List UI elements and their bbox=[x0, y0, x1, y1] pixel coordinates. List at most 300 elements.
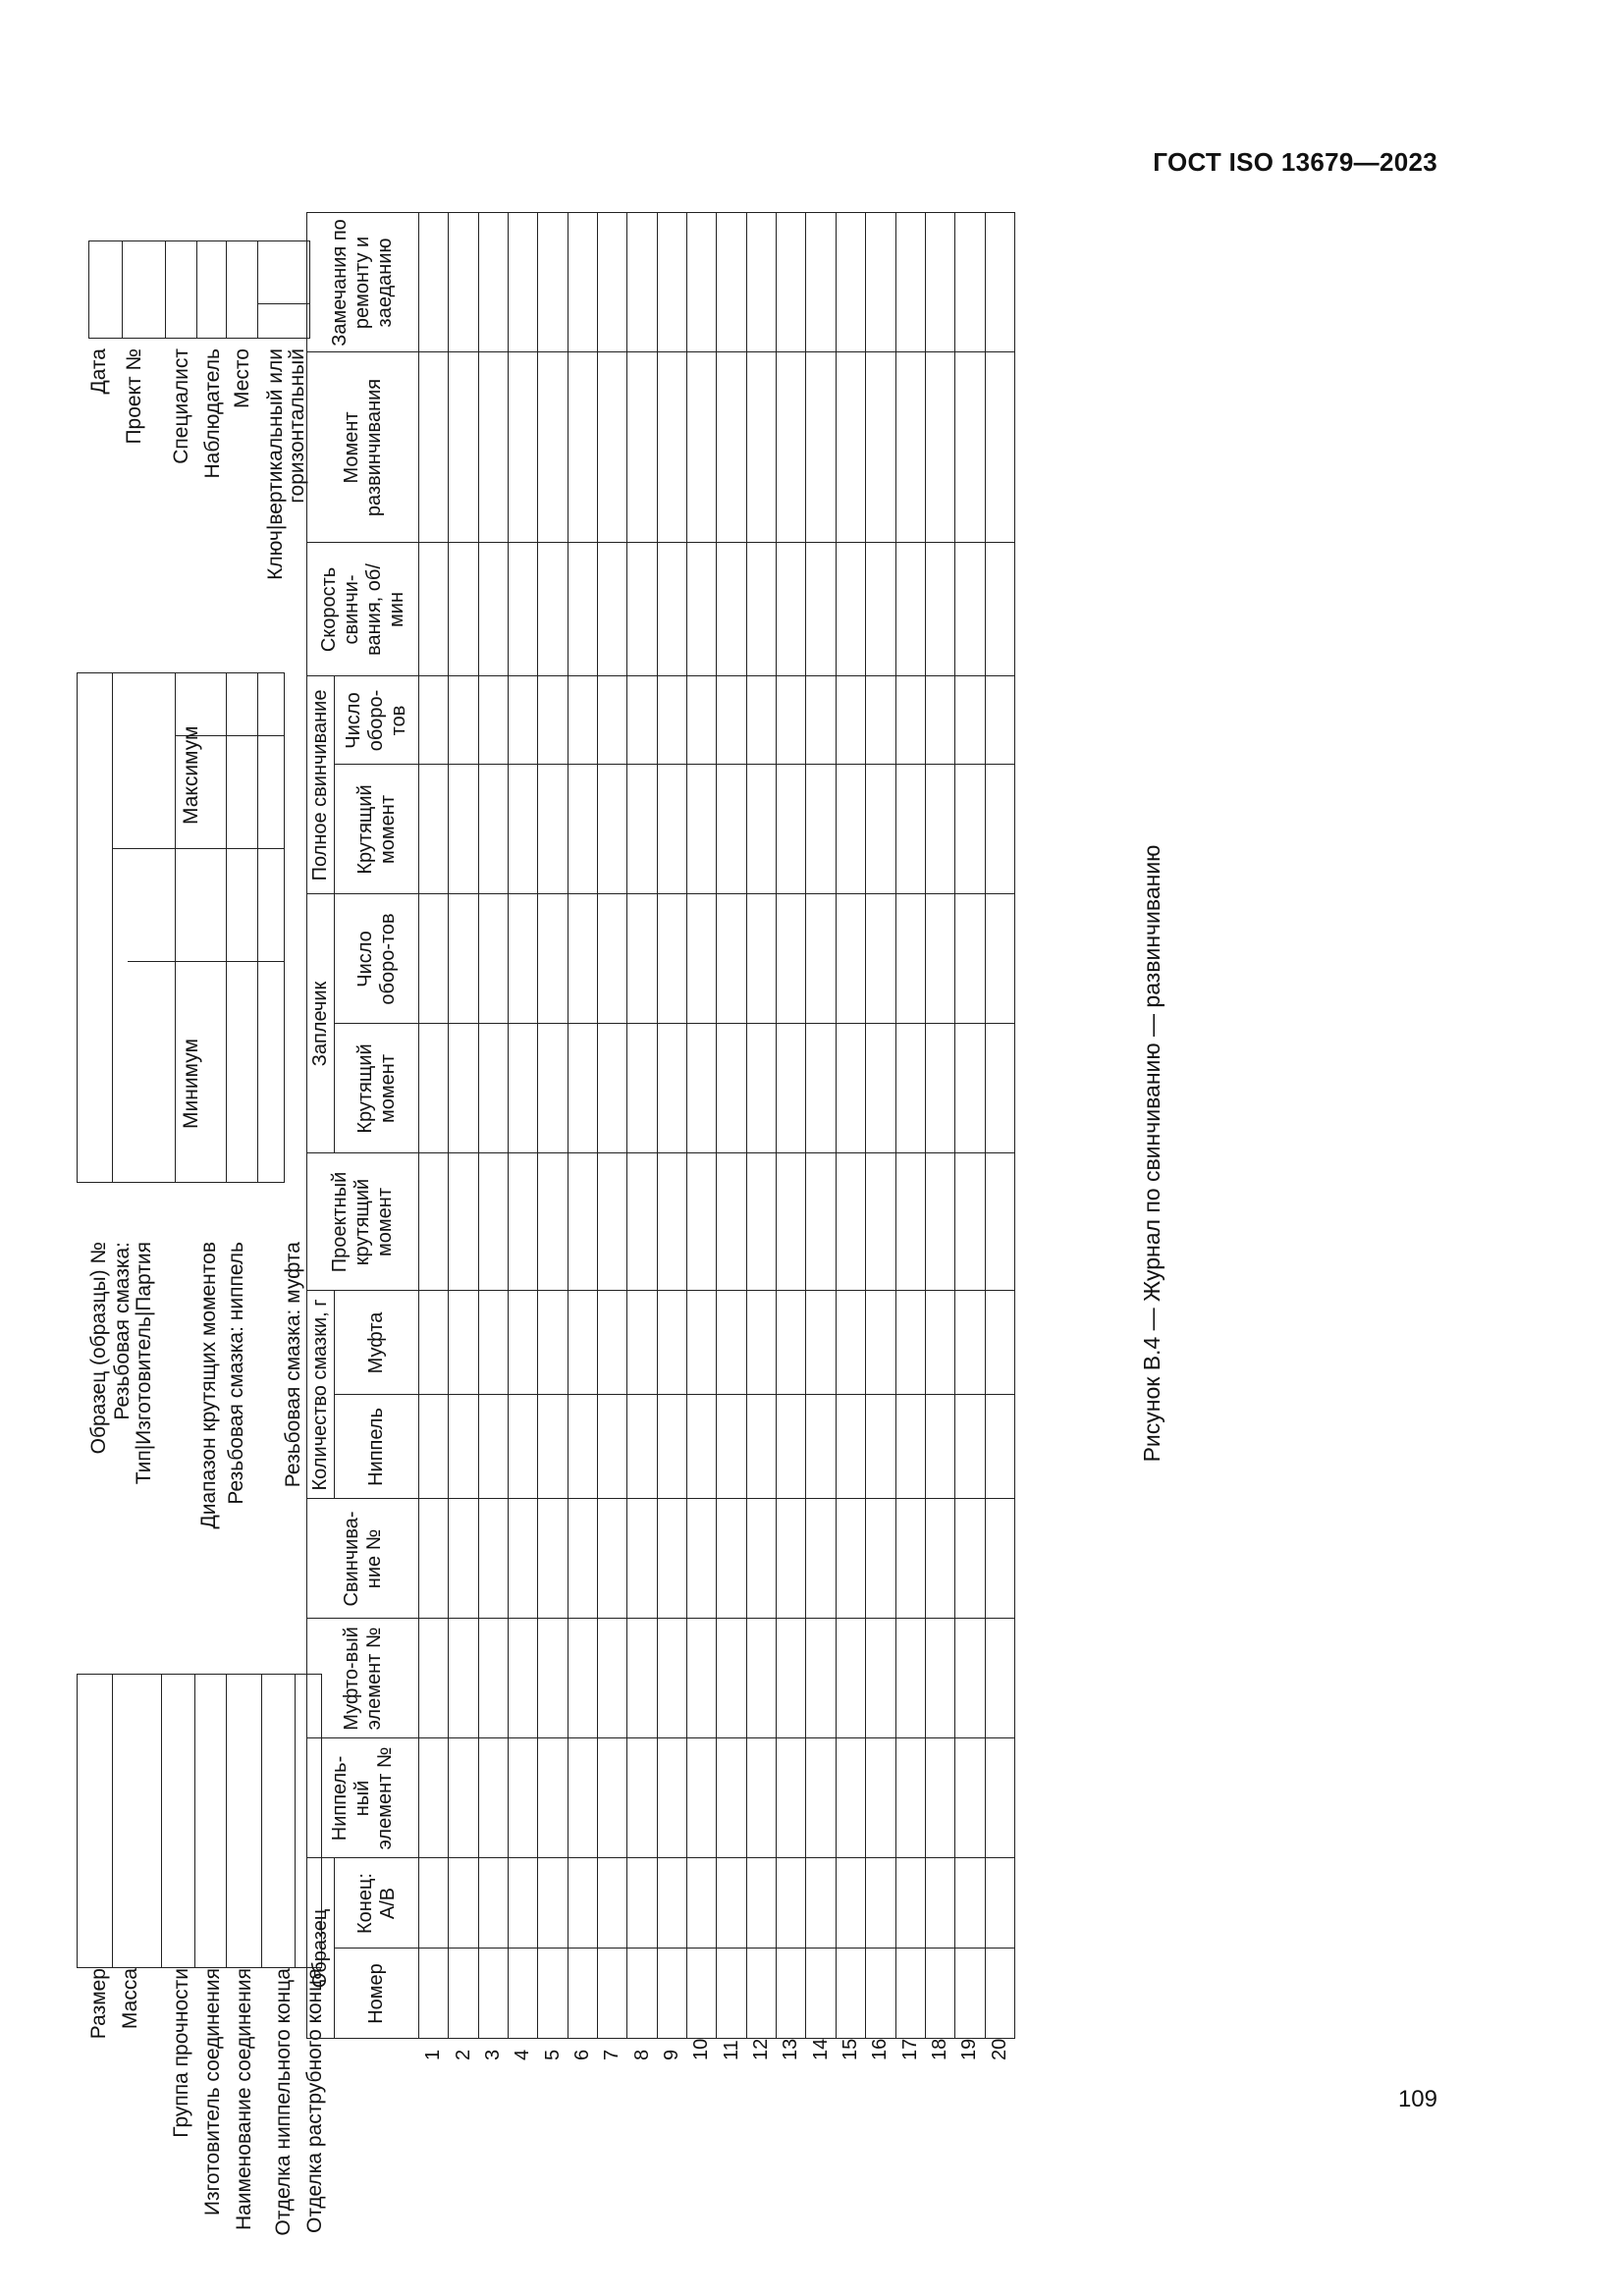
table-cell[interactable] bbox=[568, 1024, 597, 1153]
table-cell[interactable] bbox=[687, 352, 717, 543]
table-cell[interactable] bbox=[687, 543, 717, 676]
table-cell[interactable] bbox=[806, 352, 836, 543]
table-cell[interactable] bbox=[836, 765, 865, 894]
table-cell[interactable] bbox=[478, 1291, 508, 1395]
table-cell[interactable] bbox=[627, 543, 657, 676]
table-cell[interactable] bbox=[746, 1858, 776, 1949]
table-cell[interactable] bbox=[538, 1024, 568, 1153]
table-cell[interactable] bbox=[449, 1949, 478, 2039]
table-cell[interactable] bbox=[717, 894, 746, 1024]
table-cell[interactable] bbox=[538, 1949, 568, 2039]
table-cell[interactable] bbox=[538, 1499, 568, 1619]
table-cell[interactable] bbox=[687, 1024, 717, 1153]
table-cell[interactable] bbox=[985, 213, 1014, 352]
table-cell[interactable] bbox=[836, 1619, 865, 1738]
table-cell[interactable] bbox=[955, 676, 985, 765]
table-cell[interactable] bbox=[746, 676, 776, 765]
table-cell[interactable] bbox=[985, 352, 1014, 543]
table-cell[interactable] bbox=[777, 1619, 806, 1738]
table-cell[interactable] bbox=[538, 1291, 568, 1395]
table-cell[interactable] bbox=[777, 1024, 806, 1153]
table-cell[interactable] bbox=[509, 1738, 538, 1858]
table-cell[interactable] bbox=[806, 1738, 836, 1858]
table-cell[interactable] bbox=[419, 213, 449, 352]
table-cell[interactable] bbox=[836, 1024, 865, 1153]
table-cell[interactable] bbox=[657, 676, 686, 765]
table-cell[interactable] bbox=[746, 765, 776, 894]
table-cell[interactable] bbox=[746, 1949, 776, 2039]
table-cell[interactable] bbox=[836, 1858, 865, 1949]
table-cell[interactable] bbox=[866, 1949, 895, 2039]
table-cell[interactable] bbox=[687, 1619, 717, 1738]
table-cell[interactable] bbox=[895, 1291, 925, 1395]
table-cell[interactable] bbox=[538, 1858, 568, 1949]
table-cell[interactable] bbox=[895, 894, 925, 1024]
table-cell[interactable] bbox=[746, 894, 776, 1024]
table-cell[interactable] bbox=[419, 676, 449, 765]
table-cell[interactable] bbox=[985, 1738, 1014, 1858]
table-cell[interactable] bbox=[509, 1291, 538, 1395]
table-cell[interactable] bbox=[806, 1499, 836, 1619]
table-cell[interactable] bbox=[478, 213, 508, 352]
table-cell[interactable] bbox=[777, 352, 806, 543]
table-cell[interactable] bbox=[627, 1738, 657, 1858]
table-cell[interactable] bbox=[777, 1395, 806, 1499]
table-cell[interactable] bbox=[419, 894, 449, 1024]
table-cell[interactable] bbox=[985, 1619, 1014, 1738]
table-cell[interactable] bbox=[478, 1738, 508, 1858]
table-cell[interactable] bbox=[627, 1619, 657, 1738]
table-cell[interactable] bbox=[866, 1738, 895, 1858]
table-cell[interactable] bbox=[568, 1738, 597, 1858]
table-cell[interactable] bbox=[866, 543, 895, 676]
table-cell[interactable] bbox=[746, 213, 776, 352]
table-cell[interactable] bbox=[895, 352, 925, 543]
table-cell[interactable] bbox=[568, 1499, 597, 1619]
table-cell[interactable] bbox=[866, 1499, 895, 1619]
table-cell[interactable] bbox=[836, 1738, 865, 1858]
table-cell[interactable] bbox=[806, 765, 836, 894]
table-cell[interactable] bbox=[449, 1858, 478, 1949]
table-cell[interactable] bbox=[866, 765, 895, 894]
table-cell[interactable] bbox=[836, 213, 865, 352]
table-cell[interactable] bbox=[925, 1395, 954, 1499]
table-cell[interactable] bbox=[895, 1949, 925, 2039]
table-cell[interactable] bbox=[449, 1738, 478, 1858]
table-cell[interactable] bbox=[746, 352, 776, 543]
table-cell[interactable] bbox=[478, 1499, 508, 1619]
table-cell[interactable] bbox=[449, 1619, 478, 1738]
table-cell[interactable] bbox=[419, 543, 449, 676]
table-cell[interactable] bbox=[895, 1738, 925, 1858]
table-cell[interactable] bbox=[538, 765, 568, 894]
table-cell[interactable] bbox=[627, 676, 657, 765]
table-cell[interactable] bbox=[895, 1395, 925, 1499]
table-cell[interactable] bbox=[955, 1291, 985, 1395]
table-cell[interactable] bbox=[777, 1949, 806, 2039]
table-cell[interactable] bbox=[598, 1949, 627, 2039]
table-cell[interactable] bbox=[568, 1395, 597, 1499]
table-cell[interactable] bbox=[717, 1024, 746, 1153]
table-cell[interactable] bbox=[717, 1153, 746, 1291]
table-cell[interactable] bbox=[836, 676, 865, 765]
table-cell[interactable] bbox=[806, 676, 836, 765]
table-cell[interactable] bbox=[955, 1858, 985, 1949]
table-cell[interactable] bbox=[777, 765, 806, 894]
table-cell[interactable] bbox=[806, 1949, 836, 2039]
table-cell[interactable] bbox=[955, 352, 985, 543]
table-cell[interactable] bbox=[836, 1153, 865, 1291]
table-cell[interactable] bbox=[478, 1395, 508, 1499]
table-cell[interactable] bbox=[687, 765, 717, 894]
table-cell[interactable] bbox=[419, 1949, 449, 2039]
table-cell[interactable] bbox=[866, 676, 895, 765]
table-cell[interactable] bbox=[449, 676, 478, 765]
table-cell[interactable] bbox=[598, 213, 627, 352]
table-cell[interactable] bbox=[478, 543, 508, 676]
table-cell[interactable] bbox=[627, 1153, 657, 1291]
table-cell[interactable] bbox=[985, 1153, 1014, 1291]
table-cell[interactable] bbox=[449, 352, 478, 543]
table-cell[interactable] bbox=[866, 352, 895, 543]
table-cell[interactable] bbox=[568, 1291, 597, 1395]
table-cell[interactable] bbox=[777, 1738, 806, 1858]
table-cell[interactable] bbox=[509, 1395, 538, 1499]
table-cell[interactable] bbox=[985, 1949, 1014, 2039]
table-cell[interactable] bbox=[925, 1291, 954, 1395]
table-cell[interactable] bbox=[478, 1153, 508, 1291]
table-cell[interactable] bbox=[777, 1499, 806, 1619]
table-cell[interactable] bbox=[985, 543, 1014, 676]
table-cell[interactable] bbox=[538, 894, 568, 1024]
table-cell[interactable] bbox=[509, 676, 538, 765]
table-cell[interactable] bbox=[657, 543, 686, 676]
table-cell[interactable] bbox=[895, 1858, 925, 1949]
table-cell[interactable] bbox=[687, 1395, 717, 1499]
table-cell[interactable] bbox=[925, 1858, 954, 1949]
table-cell[interactable] bbox=[419, 1499, 449, 1619]
table-cell[interactable] bbox=[509, 1024, 538, 1153]
table-cell[interactable] bbox=[746, 1619, 776, 1738]
table-cell[interactable] bbox=[895, 543, 925, 676]
table-cell[interactable] bbox=[925, 1738, 954, 1858]
table-cell[interactable] bbox=[478, 676, 508, 765]
table-cell[interactable] bbox=[509, 1949, 538, 2039]
table-cell[interactable] bbox=[806, 1619, 836, 1738]
table-cell[interactable] bbox=[955, 1949, 985, 2039]
table-cell[interactable] bbox=[627, 352, 657, 543]
table-cell[interactable] bbox=[687, 1738, 717, 1858]
table-cell[interactable] bbox=[687, 213, 717, 352]
table-cell[interactable] bbox=[419, 1619, 449, 1738]
table-cell[interactable] bbox=[568, 1949, 597, 2039]
table-cell[interactable] bbox=[746, 1153, 776, 1291]
table-cell[interactable] bbox=[449, 1024, 478, 1153]
table-cell[interactable] bbox=[806, 1291, 836, 1395]
table-cell[interactable] bbox=[449, 213, 478, 352]
table-cell[interactable] bbox=[777, 1858, 806, 1949]
table-cell[interactable] bbox=[895, 213, 925, 352]
table-cell[interactable] bbox=[746, 1291, 776, 1395]
table-cell[interactable] bbox=[746, 1024, 776, 1153]
table-cell[interactable] bbox=[925, 1024, 954, 1153]
table-cell[interactable] bbox=[598, 765, 627, 894]
table-cell[interactable] bbox=[717, 1395, 746, 1499]
table-cell[interactable] bbox=[449, 1291, 478, 1395]
table-cell[interactable] bbox=[746, 1499, 776, 1619]
table-cell[interactable] bbox=[598, 676, 627, 765]
table-cell[interactable] bbox=[657, 765, 686, 894]
table-cell[interactable] bbox=[598, 1738, 627, 1858]
table-cell[interactable] bbox=[806, 1153, 836, 1291]
table-cell[interactable] bbox=[627, 1291, 657, 1395]
table-cell[interactable] bbox=[925, 1619, 954, 1738]
table-cell[interactable] bbox=[598, 894, 627, 1024]
table-cell[interactable] bbox=[538, 676, 568, 765]
table-cell[interactable] bbox=[598, 1858, 627, 1949]
table-cell[interactable] bbox=[538, 1619, 568, 1738]
table-cell[interactable] bbox=[866, 1619, 895, 1738]
table-cell[interactable] bbox=[657, 1291, 686, 1395]
table-cell[interactable] bbox=[687, 1291, 717, 1395]
table-cell[interactable] bbox=[657, 352, 686, 543]
table-cell[interactable] bbox=[449, 765, 478, 894]
table-cell[interactable] bbox=[985, 1395, 1014, 1499]
table-cell[interactable] bbox=[806, 1024, 836, 1153]
table-cell[interactable] bbox=[627, 1024, 657, 1153]
table-cell[interactable] bbox=[955, 1395, 985, 1499]
table-cell[interactable] bbox=[717, 676, 746, 765]
table-cell[interactable] bbox=[568, 1153, 597, 1291]
table-cell[interactable] bbox=[717, 1858, 746, 1949]
table-cell[interactable] bbox=[568, 213, 597, 352]
table-cell[interactable] bbox=[777, 213, 806, 352]
table-cell[interactable] bbox=[985, 1858, 1014, 1949]
table-cell[interactable] bbox=[568, 765, 597, 894]
table-cell[interactable] bbox=[538, 1395, 568, 1499]
table-cell[interactable] bbox=[806, 213, 836, 352]
table-cell[interactable] bbox=[717, 1738, 746, 1858]
table-cell[interactable] bbox=[955, 1738, 985, 1858]
table-cell[interactable] bbox=[717, 1499, 746, 1619]
table-cell[interactable] bbox=[836, 1291, 865, 1395]
table-cell[interactable] bbox=[598, 543, 627, 676]
table-cell[interactable] bbox=[598, 1619, 627, 1738]
table-cell[interactable] bbox=[925, 676, 954, 765]
table-cell[interactable] bbox=[777, 543, 806, 676]
table-cell[interactable] bbox=[509, 1858, 538, 1949]
table-cell[interactable] bbox=[509, 352, 538, 543]
table-cell[interactable] bbox=[717, 213, 746, 352]
table-cell[interactable] bbox=[627, 1949, 657, 2039]
table-cell[interactable] bbox=[985, 676, 1014, 765]
table-cell[interactable] bbox=[985, 894, 1014, 1024]
table-cell[interactable] bbox=[836, 1499, 865, 1619]
table-cell[interactable] bbox=[419, 1024, 449, 1153]
table-cell[interactable] bbox=[806, 894, 836, 1024]
table-cell[interactable] bbox=[657, 1858, 686, 1949]
table-cell[interactable] bbox=[985, 765, 1014, 894]
table-cell[interactable] bbox=[985, 1499, 1014, 1619]
table-cell[interactable] bbox=[717, 765, 746, 894]
table-cell[interactable] bbox=[419, 765, 449, 894]
table-cell[interactable] bbox=[657, 1153, 686, 1291]
table-cell[interactable] bbox=[955, 1024, 985, 1153]
table-cell[interactable] bbox=[895, 1499, 925, 1619]
table-cell[interactable] bbox=[568, 1619, 597, 1738]
table-cell[interactable] bbox=[627, 1395, 657, 1499]
table-cell[interactable] bbox=[836, 1949, 865, 2039]
table-cell[interactable] bbox=[717, 543, 746, 676]
table-cell[interactable] bbox=[895, 1024, 925, 1153]
table-cell[interactable] bbox=[478, 1858, 508, 1949]
table-cell[interactable] bbox=[746, 543, 776, 676]
table-cell[interactable] bbox=[449, 543, 478, 676]
table-cell[interactable] bbox=[598, 352, 627, 543]
table-cell[interactable] bbox=[449, 1499, 478, 1619]
table-cell[interactable] bbox=[509, 1619, 538, 1738]
table-cell[interactable] bbox=[419, 352, 449, 543]
table-cell[interactable] bbox=[568, 543, 597, 676]
table-cell[interactable] bbox=[866, 1291, 895, 1395]
table-cell[interactable] bbox=[777, 894, 806, 1024]
table-cell[interactable] bbox=[866, 1153, 895, 1291]
table-cell[interactable] bbox=[925, 352, 954, 543]
table-cell[interactable] bbox=[777, 1291, 806, 1395]
table-cell[interactable] bbox=[717, 352, 746, 543]
table-cell[interactable] bbox=[717, 1949, 746, 2039]
table-cell[interactable] bbox=[627, 213, 657, 352]
table-cell[interactable] bbox=[657, 894, 686, 1024]
table-cell[interactable] bbox=[509, 765, 538, 894]
table-cell[interactable] bbox=[836, 894, 865, 1024]
table-cell[interactable] bbox=[687, 1499, 717, 1619]
table-cell[interactable] bbox=[478, 352, 508, 543]
table-cell[interactable] bbox=[955, 1499, 985, 1619]
table-cell[interactable] bbox=[478, 765, 508, 894]
table-cell[interactable] bbox=[746, 1395, 776, 1499]
table-cell[interactable] bbox=[955, 894, 985, 1024]
table-cell[interactable] bbox=[449, 1153, 478, 1291]
table-cell[interactable] bbox=[895, 765, 925, 894]
table-cell[interactable] bbox=[955, 1619, 985, 1738]
table-cell[interactable] bbox=[598, 1024, 627, 1153]
table-cell[interactable] bbox=[598, 1291, 627, 1395]
table-cell[interactable] bbox=[419, 1858, 449, 1949]
table-cell[interactable] bbox=[687, 1153, 717, 1291]
table-cell[interactable] bbox=[568, 352, 597, 543]
table-cell[interactable] bbox=[538, 1738, 568, 1858]
table-cell[interactable] bbox=[866, 894, 895, 1024]
table-cell[interactable] bbox=[657, 1024, 686, 1153]
table-cell[interactable] bbox=[538, 543, 568, 676]
table-cell[interactable] bbox=[806, 1395, 836, 1499]
table-cell[interactable] bbox=[836, 543, 865, 676]
table-cell[interactable] bbox=[687, 894, 717, 1024]
table-cell[interactable] bbox=[509, 543, 538, 676]
table-cell[interactable] bbox=[419, 1291, 449, 1395]
table-cell[interactable] bbox=[657, 213, 686, 352]
table-cell[interactable] bbox=[657, 1738, 686, 1858]
table-cell[interactable] bbox=[538, 352, 568, 543]
table-cell[interactable] bbox=[985, 1024, 1014, 1153]
table-cell[interactable] bbox=[419, 1738, 449, 1858]
table-cell[interactable] bbox=[449, 1395, 478, 1499]
left-input-grid[interactable] bbox=[77, 1674, 322, 1968]
table-cell[interactable] bbox=[925, 1499, 954, 1619]
table-cell[interactable] bbox=[955, 543, 985, 676]
table-cell[interactable] bbox=[478, 1024, 508, 1153]
table-cell[interactable] bbox=[657, 1949, 686, 2039]
table-cell[interactable] bbox=[866, 1858, 895, 1949]
table-cell[interactable] bbox=[895, 676, 925, 765]
table-cell[interactable] bbox=[568, 894, 597, 1024]
table-cell[interactable] bbox=[598, 1153, 627, 1291]
table-cell[interactable] bbox=[866, 1024, 895, 1153]
table-cell[interactable] bbox=[478, 894, 508, 1024]
table-cell[interactable] bbox=[777, 1153, 806, 1291]
table-cell[interactable] bbox=[866, 213, 895, 352]
table-cell[interactable] bbox=[925, 765, 954, 894]
table-cell[interactable] bbox=[925, 1949, 954, 2039]
table-cell[interactable] bbox=[657, 1395, 686, 1499]
table-cell[interactable] bbox=[806, 1858, 836, 1949]
table-cell[interactable] bbox=[836, 352, 865, 543]
table-cell[interactable] bbox=[627, 1858, 657, 1949]
table-cell[interactable] bbox=[717, 1619, 746, 1738]
table-cell[interactable] bbox=[627, 765, 657, 894]
table-cell[interactable] bbox=[568, 676, 597, 765]
table-cell[interactable] bbox=[836, 1395, 865, 1499]
table-cell[interactable] bbox=[598, 1395, 627, 1499]
table-cell[interactable] bbox=[866, 1395, 895, 1499]
table-cell[interactable] bbox=[895, 1153, 925, 1291]
table-cell[interactable] bbox=[687, 1858, 717, 1949]
table-cell[interactable] bbox=[687, 1949, 717, 2039]
table-cell[interactable] bbox=[509, 894, 538, 1024]
table-cell[interactable] bbox=[925, 894, 954, 1024]
table-cell[interactable] bbox=[419, 1153, 449, 1291]
table-cell[interactable] bbox=[509, 1499, 538, 1619]
table-cell[interactable] bbox=[925, 213, 954, 352]
table-cell[interactable] bbox=[419, 1395, 449, 1499]
table-cell[interactable] bbox=[687, 676, 717, 765]
table-cell[interactable] bbox=[538, 213, 568, 352]
table-cell[interactable] bbox=[955, 1153, 985, 1291]
table-cell[interactable] bbox=[806, 543, 836, 676]
table-cell[interactable] bbox=[925, 543, 954, 676]
table-cell[interactable] bbox=[509, 213, 538, 352]
table-cell[interactable] bbox=[568, 1858, 597, 1949]
table-cell[interactable] bbox=[478, 1619, 508, 1738]
table-cell[interactable] bbox=[449, 894, 478, 1024]
table-cell[interactable] bbox=[627, 1499, 657, 1619]
table-cell[interactable] bbox=[509, 1153, 538, 1291]
table-cell[interactable] bbox=[538, 1153, 568, 1291]
table-cell[interactable] bbox=[777, 676, 806, 765]
table-cell[interactable] bbox=[746, 1738, 776, 1858]
table-cell[interactable] bbox=[657, 1499, 686, 1619]
table-cell[interactable] bbox=[657, 1619, 686, 1738]
table-cell[interactable] bbox=[627, 894, 657, 1024]
table-cell[interactable] bbox=[895, 1619, 925, 1738]
table-cell[interactable] bbox=[478, 1949, 508, 2039]
table-cell[interactable] bbox=[955, 765, 985, 894]
table-cell[interactable] bbox=[925, 1153, 954, 1291]
table-cell[interactable] bbox=[955, 213, 985, 352]
table-cell[interactable] bbox=[985, 1291, 1014, 1395]
table-cell[interactable] bbox=[598, 1499, 627, 1619]
